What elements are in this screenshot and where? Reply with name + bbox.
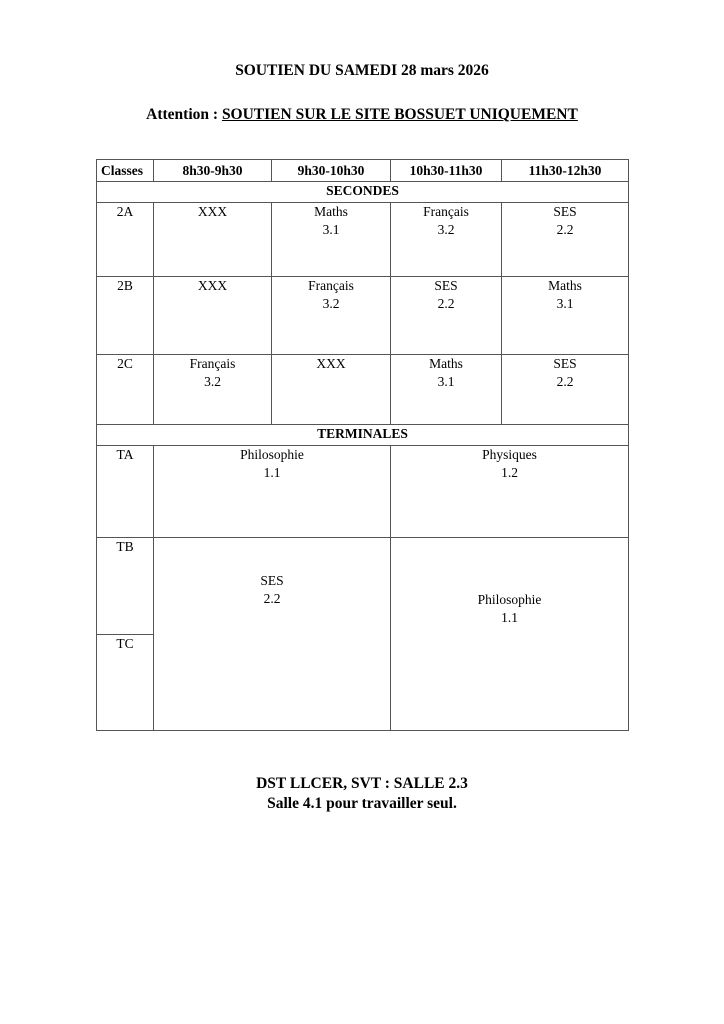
header-row [97,160,629,182]
section-row-terminales [97,425,629,446]
col-header-classes: Classes [97,160,154,182]
subject: XXX [316,356,346,371]
room: 3.2 [204,374,221,389]
table-row [97,538,629,635]
schedule-cell [391,446,629,538]
room: 3.1 [322,222,340,237]
attention-notice [0,106,724,124]
schedule-table [96,159,629,731]
subject: Français [189,356,236,371]
footer-notes [0,774,724,814]
room: 3.1 [556,296,574,311]
subject: SES [553,356,577,371]
schedule-cell [391,277,502,355]
subject: Français [423,204,469,219]
room: 2.2 [556,374,574,389]
class-label: TC [97,635,154,731]
table-row [97,277,629,355]
subject: SES [260,573,284,588]
schedule-cell [502,355,629,425]
class-label: 2B [97,277,154,355]
schedule-cell [154,538,391,731]
schedule-cell [272,203,391,277]
subject: SES [553,204,577,219]
subject: Maths [429,356,463,371]
room: 1.1 [263,465,281,480]
subject: Philosophie [477,592,542,607]
subject: XXX [197,204,228,219]
schedule-cell [272,355,391,425]
table-row [97,203,629,277]
table-row [97,355,629,425]
room: 3.2 [322,296,340,311]
subject: SES [434,278,458,293]
attention-prefix: Attention : [146,106,222,123]
attention-text: SOUTIEN SUR LE SITE BOSSUET UNIQUEMENT [221,106,578,123]
room: 1.2 [501,465,518,480]
room: 2.2 [437,296,455,311]
subject: Maths [314,204,348,219]
schedule-cell [154,446,391,538]
col-header-slot-4: 11h30-12h30 [502,160,629,182]
room: 2.2 [263,591,281,606]
class-label: 2C [97,355,154,425]
schedule-cell [272,277,391,355]
section-label-terminales: TERMINALES [97,425,629,446]
subject: Maths [548,278,582,293]
subject: Français [308,278,354,293]
schedule-cell [502,277,629,355]
schedule-cell [502,203,629,277]
footer-line-1: DST LLCER, SVT : SALLE 2.3 [256,775,468,792]
class-label: 2A [97,203,154,277]
schedule-cell [154,203,272,277]
col-header-slot-1: 8h30-9h30 [154,160,272,182]
schedule-cell [391,538,629,731]
subject: XXX [197,278,228,293]
room: 1.1 [501,610,518,625]
table-row [97,446,629,538]
room: 2.2 [556,222,574,237]
section-label-secondes: SECONDES [97,182,629,203]
page-title: SOUTIEN DU SAMEDI 28 mars 2026 [235,62,489,79]
class-label: TB [97,538,154,635]
class-label: TA [97,446,154,538]
subject: Philosophie [240,447,304,462]
footer-line-2: Salle 4.1 pour travailler seul. [267,795,457,812]
subject: Physiques [482,447,537,462]
room: 3.2 [437,222,455,237]
schedule-cell [154,277,272,355]
schedule-cell [391,355,502,425]
schedule-cell [154,355,272,425]
section-row-secondes [97,182,629,203]
col-header-slot-2: 9h30-10h30 [272,160,391,182]
schedule-cell [391,203,502,277]
col-header-slot-3: 10h30-11h30 [391,160,502,182]
room: 3.1 [437,374,455,389]
